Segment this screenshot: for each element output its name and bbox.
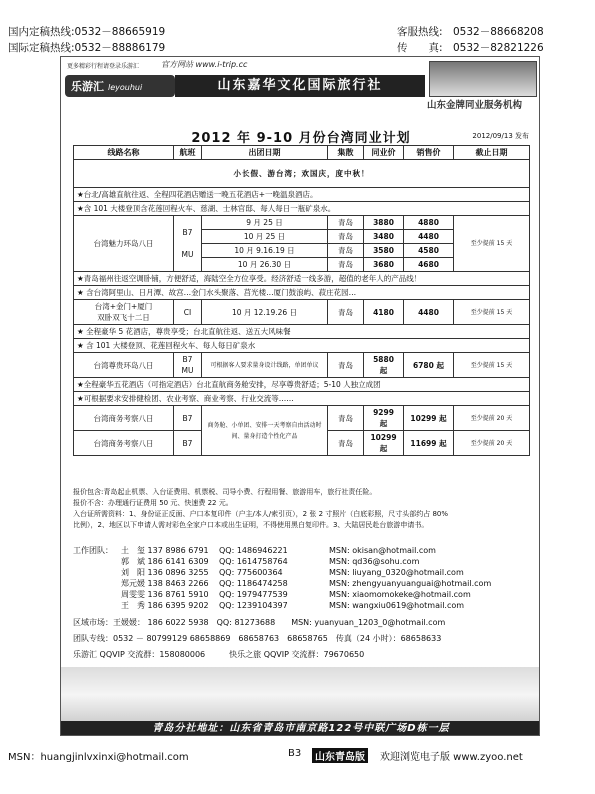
edition-website[interactable]: 欢迎浏览电子版 www.zyoo.net bbox=[380, 752, 523, 763]
list-item: 王 秀 186 6395 9202 QQ: 1239104397 MSN: wangxiu0619@hotmail.com bbox=[121, 601, 465, 610]
routes-table bbox=[73, 145, 530, 456]
route-name: 台湾尊贵环岛八日 bbox=[74, 353, 174, 378]
list-item: 郑元媛 138 8463 2266 QQ: 1186474258 MSN: zhengyuanyuanguai@hotmail.com bbox=[121, 579, 492, 588]
fax-number: 0532－82821226 bbox=[453, 42, 544, 54]
route-sale-price: 10299 起 bbox=[404, 406, 454, 431]
info-line: 报价不含：办理通行证费用 50 元、快速费 22 元。 bbox=[73, 499, 233, 507]
hotline-left bbox=[8, 24, 165, 56]
route-sale-price: 4680 bbox=[404, 258, 454, 272]
bottom-msn: MSN：huangjinlvxinxi@hotmail.com bbox=[8, 752, 189, 763]
route-date: 10 月 26.30 日 bbox=[202, 258, 328, 272]
route-description: 商务舱、小单团、安排一天考察自由活动时间、量身打造个性化产品 bbox=[202, 406, 328, 456]
note-6: ★ 含 101 大楼登顶、花莲回程火车、每人每日矿泉水 bbox=[74, 339, 530, 353]
col-city: 集散 bbox=[328, 146, 364, 160]
col-date: 出团日期 bbox=[202, 146, 328, 160]
hotline-right bbox=[397, 24, 544, 56]
route-trade-price: 10299 起 bbox=[364, 431, 404, 456]
route-trade-price: 3580 bbox=[364, 244, 404, 258]
route-city: 青岛 bbox=[328, 353, 364, 378]
table-row bbox=[74, 406, 530, 431]
route-description: 可根据客人要求量身设计线路，单团单议 bbox=[202, 353, 328, 378]
list-item: 郭 斌 186 6141 6309 QQ: 1614758764 MSN: qd36@sohu.com bbox=[121, 557, 420, 566]
route-date: 10 月 25 日 bbox=[202, 230, 328, 244]
plan-title: 2012 年 9-10 月份台湾同业计划 bbox=[191, 131, 411, 146]
route-city: 青岛 bbox=[328, 431, 364, 456]
list-item: 周雯雯 136 8761 5910 QQ: 1979477539 MSN: xiaomomokeke@hotmail.com bbox=[121, 590, 471, 599]
route-city: 青岛 bbox=[328, 230, 364, 244]
table-header-row bbox=[74, 146, 530, 160]
qq-groups: 乐游汇 QQVIP 交流群：158080006 快乐之旅 QQVIP 交流群：79670650 bbox=[73, 650, 365, 659]
note-3: ★青岛福州往返空调卧铺，方便舒适，海陆空全方位享受。经济舒适一线多游，超值的老年人的产品线！ bbox=[74, 272, 530, 286]
brand-logo: 乐游汇 leyouhui bbox=[65, 75, 175, 97]
note-1: ★台北/高雄直航往返、全程四花酒店赠送一晚五花酒店+一晚温泉酒店。 bbox=[74, 188, 530, 202]
note-5: ★ 全程豪华 5 花酒店，尊贵享受；台北直航往返、送五大风味餐 bbox=[74, 325, 530, 339]
route-deadline: 至少提前 15 天 bbox=[454, 216, 530, 272]
route-sale-price: 4580 bbox=[404, 244, 454, 258]
route-name: 台湾魅力环岛八日 bbox=[74, 216, 174, 272]
note-2: ★含 101 大楼登顶含花莲回程火车、慈湖、士林官邸、每人每日一瓶矿泉水。 bbox=[74, 202, 530, 216]
col-route: 线路名称 bbox=[74, 146, 174, 160]
plan-date: 2012/09/13 发布 bbox=[472, 132, 529, 140]
route-city: 青岛 bbox=[328, 216, 364, 230]
route-trade-price: 3480 bbox=[364, 230, 404, 244]
info-line: 报价包含:青岛起止机票、入台证费用、机票税、司导小费、行程用餐、旅游用车，旅行社责任险。 bbox=[73, 488, 377, 496]
domestic-hotline-label: 国内定稿热线: bbox=[8, 26, 75, 38]
route-sale-price: 11699 起 bbox=[404, 431, 454, 456]
route-trade-price: 5880 起 bbox=[364, 353, 404, 378]
advert-card bbox=[60, 56, 540, 736]
table-row bbox=[74, 216, 530, 230]
list-item: 刘 阳 136 0896 3255 QQ: 775600364 MSN: liuyang_0320@hotmail.com bbox=[121, 568, 464, 577]
scenery-photo bbox=[429, 61, 537, 97]
route-flight: CI bbox=[174, 300, 202, 325]
service-hotline-label: 客服热线: bbox=[397, 26, 443, 38]
table-row bbox=[74, 353, 530, 378]
note-7: ★全程豪华五花酒店（可指定酒店）台北直航商务舱安排，尽享尊贵舒适；5-10 人独立成团 bbox=[74, 378, 530, 392]
route-trade-price: 9299 起 bbox=[364, 406, 404, 431]
edition-label: 山东青岛版 bbox=[312, 748, 368, 763]
page-number: B3 bbox=[288, 748, 302, 759]
fax-label: 传 真: bbox=[397, 42, 443, 54]
team-contacts bbox=[73, 545, 529, 611]
list-item: 工作团队： 土 玺 137 8986 6791 QQ: 1486946221 MSN: okisan@hotmail.com bbox=[73, 546, 436, 555]
route-city: 青岛 bbox=[328, 258, 364, 272]
regional-market: 区域市场：王媛媛： 186 6022 5938 QQ: 81273688 MSN: yuanyuan_1203_0@hotmail.com bbox=[73, 618, 446, 627]
col-flight: 航班 bbox=[174, 146, 202, 160]
plan-section bbox=[73, 127, 529, 456]
note-8: ★可根据要求安排健检团、农业考察、商业考察、行业交流等…… bbox=[74, 392, 530, 406]
team-label: 工作团队： bbox=[73, 546, 113, 555]
plan-slogan: 小长假、游台湾；欢国庆，度中秋！ bbox=[74, 160, 530, 188]
route-city: 青岛 bbox=[328, 300, 364, 325]
route-flight: B7 MU bbox=[174, 216, 202, 272]
route-deadline: 至少提前 15 天 bbox=[454, 353, 530, 378]
route-sale-price: 4480 bbox=[404, 230, 454, 244]
route-sale-price: 4880 bbox=[404, 216, 454, 230]
intl-hotline-number: 0532－88886179 bbox=[74, 42, 166, 54]
service-hotline-number: 0532－88668208 bbox=[453, 26, 544, 38]
brand-small-text: 更多精彩行程请登录乐游汇 bbox=[67, 63, 140, 70]
route-trade-price: 3680 bbox=[364, 258, 404, 272]
team-hotline: 团队专线：0532 － 80799129 68658869 68658763 68658765 传真（24 小时）：68658633 bbox=[73, 634, 442, 643]
note-4: ★ 含台湾阿里山、日月潭、故宫…金门水头聚落、莒光楼…厦门鼓浪屿、菽庄花园… bbox=[74, 286, 530, 300]
intl-hotline-label: 国际定稿热线: bbox=[8, 42, 75, 54]
route-deadline: 至少提前 20 天 bbox=[454, 406, 530, 431]
route-flight: B7 MU bbox=[174, 353, 202, 378]
col-deadline: 截止日期 bbox=[454, 146, 530, 160]
info-line: 比例），2、地区以下申请人需对彩色全家户口本或出生证明，不得使用黑白复印件。3、大陆居民赴台旅游申请书。 bbox=[73, 521, 429, 529]
brand-website[interactable]: 官方网站 www.i-trip.cc bbox=[161, 60, 248, 69]
route-city: 青岛 bbox=[328, 406, 364, 431]
route-flight: B7 bbox=[174, 406, 202, 431]
brand-slogan: 山东金牌同业服务机构 bbox=[427, 100, 523, 111]
route-city: 青岛 bbox=[328, 244, 364, 258]
route-deadline: 至少提前 15 天 bbox=[454, 300, 530, 325]
route-date: 9 月 25 日 bbox=[202, 216, 328, 230]
info-line: 入台证所需资料：1、身份证正反面、户口本复印件（户主/本人/索引页），2 张 2 寸照片（白底彩照，尺寸头部约占 80% bbox=[73, 510, 449, 518]
domestic-hotline-number: 0532－88665919 bbox=[74, 26, 166, 38]
route-date: 10 月 12.19.26 日 bbox=[202, 300, 328, 325]
route-trade-price: 4180 bbox=[364, 300, 404, 325]
col-sale: 销售价 bbox=[404, 146, 454, 160]
route-trade-price: 3880 bbox=[364, 216, 404, 230]
route-flight: B7 bbox=[174, 431, 202, 456]
route-deadline: 至少提前 20 天 bbox=[454, 431, 530, 456]
route-name: 台湾商务考察八日 bbox=[74, 406, 174, 431]
branch-address: 青岛分社地址：山东省青岛市南京路122号中联广场D栋一层 bbox=[61, 721, 540, 736]
col-trade: 同业价 bbox=[364, 146, 404, 160]
brand-header bbox=[61, 57, 540, 109]
route-sale-price: 6780 起 bbox=[404, 353, 454, 378]
route-sale-price: 4480 bbox=[404, 300, 454, 325]
route-name: 台湾+金门+厦门 双卧双飞十二日 bbox=[74, 300, 174, 325]
route-name: 台湾商务考察八日 bbox=[74, 431, 174, 456]
price-info bbox=[73, 487, 529, 531]
table-row bbox=[74, 300, 530, 325]
route-date: 10 月 9.16.19 日 bbox=[202, 244, 328, 258]
company-name: 山东嘉华文化国际旅行社 bbox=[175, 75, 425, 97]
